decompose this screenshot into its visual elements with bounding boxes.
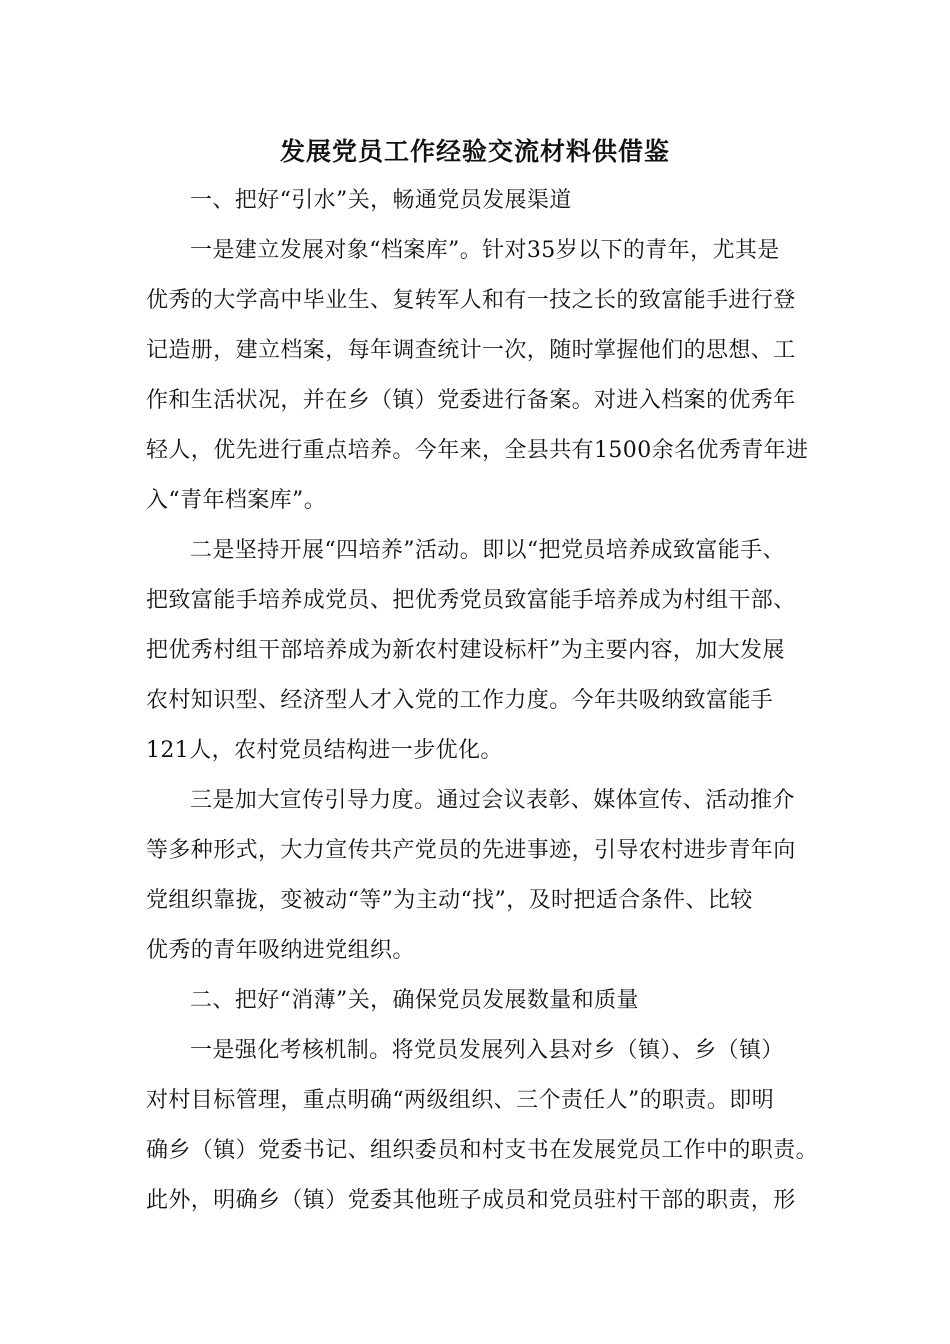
paragraph-line: 优秀的青年吸纳进党组织。 [146, 938, 415, 963]
paragraph-line: 一是建立发展对象“档案库”。针对35岁以下的青年，尤其是 [190, 238, 780, 263]
paragraph-line: 把致富能手培养成党员、把优秀党员致富能手培养成为村组干部、 [146, 588, 796, 613]
paragraph-line: 入“青年档案库”。 [146, 488, 327, 513]
paragraph-line: 二是坚持开展“四培养”活动。即以“把党员培养成致富能手、 [190, 538, 785, 563]
section-heading-2: 二、把好“消薄”关，确保党员发展数量和质量 [190, 988, 639, 1013]
paragraph-line: 等多种形式，大力宣传共产党员的先进事迹，引导农村进步青年向 [146, 838, 796, 863]
paragraph-line: 121人，农村党员结构进一步优化。 [146, 738, 503, 763]
paragraph-line: 确乡（镇）党委书记、组织委员和村支书在发展党员工作中的职责。 [146, 1138, 819, 1163]
paragraph-line: 优秀的大学高中毕业生、复转军人和有一技之长的致富能手进行登 [146, 288, 796, 313]
paragraph-line: 三是加大宣传引导力度。通过会议表彰、媒体宣传、活动推介 [190, 788, 795, 813]
section-heading-1: 一、把好“引水”关，畅通党员发展渠道 [190, 188, 572, 213]
paragraph-line: 一是强化考核机制。将党员发展列入县对乡（镇）、乡（镇） [190, 1038, 784, 1063]
paragraph-line: 把优秀村组干部培养成为新农村建设标杆”为主要内容，加大发展 [146, 638, 785, 663]
paragraph-line: 轻人，优先进行重点培养。今年来，全县共有1500余名优秀青年进 [146, 438, 809, 463]
document-title: 发展党员工作经验交流材料供借鉴 [279, 137, 670, 166]
paragraph-line: 记造册，建立档案，每年调查统计一次，随时掌握他们的思想、工 [146, 338, 796, 363]
paragraph-line: 党组织靠拢，变被动“等”为主动“找”，及时把适合条件、比较 [146, 888, 753, 913]
paragraph-line: 农村知识型、经济型人才入党的工作力度。今年共吸纳致富能手 [146, 688, 774, 713]
paragraph-line: 此外，明确乡（镇）党委其他班子成员和党员驻村干部的职责，形 [146, 1188, 796, 1213]
paragraph-line: 作和生活状况，并在乡（镇）党委进行备案。对进入档案的优秀年 [146, 388, 796, 413]
paragraph-line: 对村目标管理，重点明确“两级组织、三个责任人”的职责。即明 [146, 1088, 775, 1113]
